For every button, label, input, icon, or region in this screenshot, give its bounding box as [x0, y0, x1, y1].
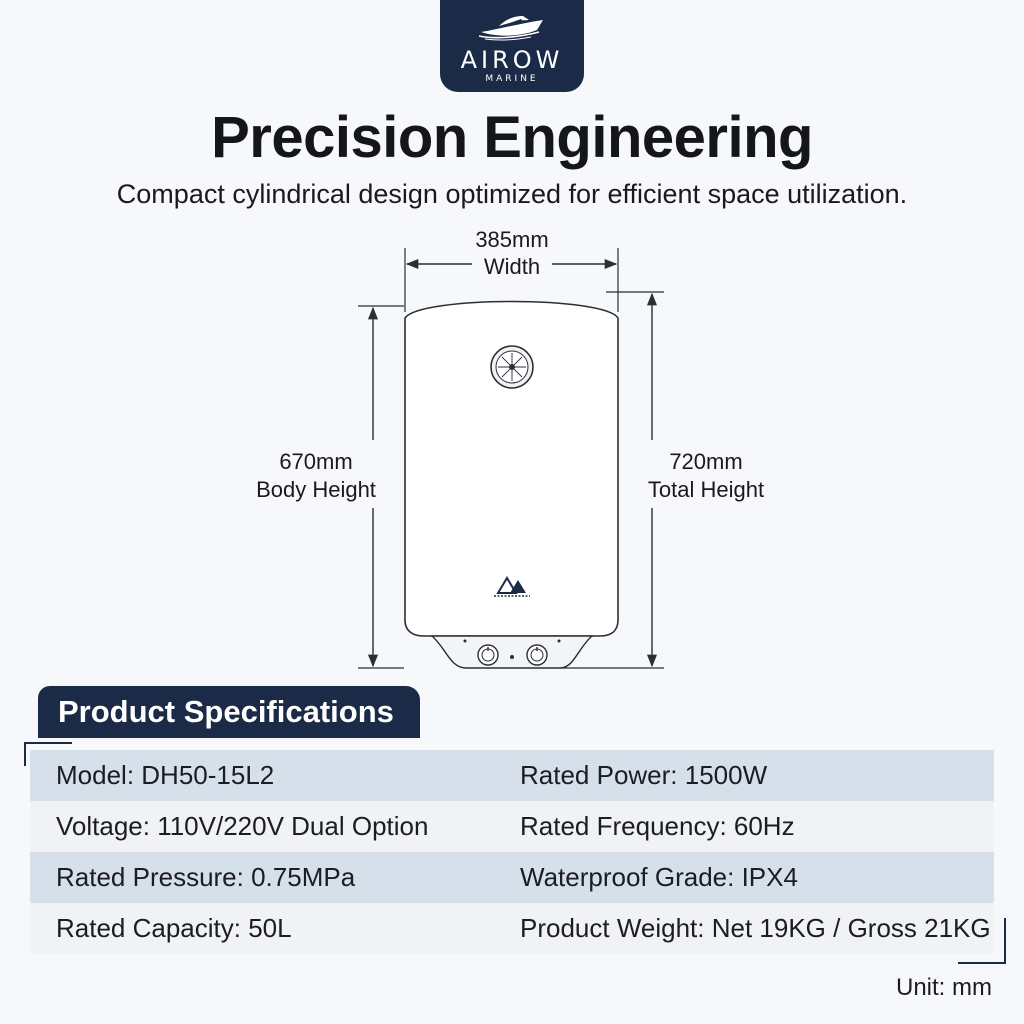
- spec-row: [30, 750, 994, 801]
- spec-rated-frequency: Rated Frequency: 60Hz: [520, 811, 795, 841]
- spec-rated-pressure: Rated Pressure: 0.75MPa: [56, 862, 356, 892]
- page-subtitle: Compact cylindrical design optimized for efficient space utilization.: [116, 179, 908, 209]
- spec-row: [30, 852, 994, 903]
- brand-name: AIROW: [460, 46, 564, 74]
- brand-subname: MARINE: [485, 74, 539, 84]
- spec-waterproof-grade: Waterproof Grade: IPX4: [520, 862, 798, 892]
- total-height-value: 720mm: [669, 449, 743, 474]
- spec-rated-capacity: Rated Capacity: 50L: [56, 913, 292, 943]
- spec-product-weight: Product Weight: Net 19KG / Gross 21KG: [520, 913, 991, 943]
- specs-heading-tab-edge: [396, 686, 420, 738]
- specs-table: [30, 750, 994, 954]
- unit-note: Unit: mm: [896, 974, 992, 1001]
- specs-heading: Product Specifications: [38, 686, 412, 738]
- spec-row: [30, 801, 994, 852]
- body-height-value: 670mm: [279, 449, 353, 474]
- spec-model: Model: DH50-15L2: [56, 760, 275, 790]
- width-value: 385mm: [475, 227, 549, 252]
- body-height-dimension: [256, 306, 404, 668]
- spec-rated-power: Rated Power: 1500W: [520, 760, 768, 790]
- total-height-label: Total Height: [647, 477, 765, 502]
- spec-voltage: Voltage: 110V/220V Dual Option: [56, 811, 429, 841]
- pressure-gauge-icon: [491, 346, 533, 388]
- page-title: Precision Engineering: [211, 105, 813, 170]
- spec-row: [30, 903, 994, 954]
- width-dimension: [405, 227, 618, 312]
- body-height-label: Body Height: [256, 477, 376, 502]
- width-label: Width: [483, 254, 541, 279]
